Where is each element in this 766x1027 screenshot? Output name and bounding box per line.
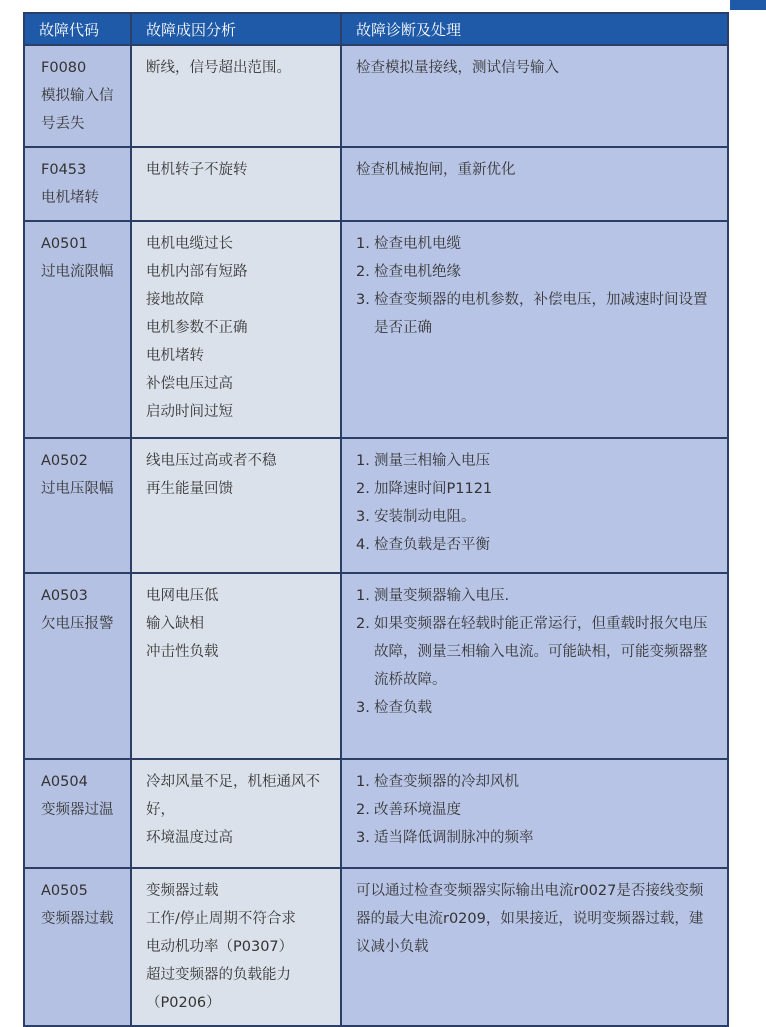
cause-line: 接地故障 bbox=[146, 292, 204, 308]
diagnosis-item bbox=[356, 286, 713, 342]
diagnosis-item bbox=[356, 582, 713, 610]
diagnosis-cell bbox=[341, 868, 728, 1026]
table-row bbox=[24, 868, 728, 1026]
fault-code-line: 过电流限幅 bbox=[41, 264, 114, 280]
cause-line: 冷却风量不足，机柜通风不好， bbox=[146, 774, 320, 818]
diagnosis-cell bbox=[341, 147, 728, 221]
fault-code-line: 模拟输入信 bbox=[41, 88, 114, 104]
table-header-row bbox=[24, 13, 728, 45]
diagnosis-item bbox=[356, 54, 713, 82]
cause-line: 冲击性负载 bbox=[146, 644, 219, 660]
cause-line: 电动机功率（P0307） bbox=[146, 939, 294, 955]
fault-code-line: A0501 bbox=[41, 236, 88, 252]
cause-line: 输入缺相 bbox=[146, 616, 204, 632]
cause-line: 电机电缆过长 bbox=[146, 236, 233, 252]
diagnosis-item bbox=[356, 258, 713, 286]
table-row bbox=[24, 147, 728, 221]
item-number: 3. bbox=[356, 830, 370, 846]
item-text: 检查负载 bbox=[374, 700, 432, 716]
fault-code-cell bbox=[24, 868, 131, 1026]
diagnosis-item bbox=[356, 877, 713, 961]
item-text: 可以通过检查变频器实际输出电流r0027是否接线变频器的最大电流r0209，如果接近，说明变频器过载，建议减小负载 bbox=[356, 883, 704, 955]
fault-code-cell bbox=[24, 759, 131, 868]
fault-code-line: A0502 bbox=[41, 453, 88, 469]
cause-line: 电机内部有短路 bbox=[146, 264, 248, 280]
cause-cell bbox=[131, 438, 341, 573]
cause-line: 变频器过载 bbox=[146, 883, 219, 899]
fault-code-cell bbox=[24, 573, 131, 759]
header-code: 故障代码 bbox=[24, 13, 131, 45]
diagnosis-item bbox=[356, 503, 713, 531]
item-number: 3. bbox=[356, 509, 370, 525]
item-number: 1. bbox=[356, 774, 370, 790]
cause-line: 工作/停止周期不符合求 bbox=[146, 911, 296, 927]
cause-line: 超过变频器的负载能力（P0206） bbox=[146, 967, 291, 1011]
item-number: 2. bbox=[356, 616, 370, 632]
table-row bbox=[24, 221, 728, 438]
fault-code-line: 变频器过载 bbox=[41, 911, 114, 927]
fault-code-line: 欠电压报警 bbox=[41, 616, 114, 632]
cause-line: 电机参数不正确 bbox=[146, 320, 248, 336]
cause-line: 电机转子不旋转 bbox=[146, 162, 248, 178]
item-number: 2. bbox=[356, 264, 370, 280]
cause-line: 启动时间过短 bbox=[146, 404, 233, 420]
item-text: 测量变频器输入电压. bbox=[374, 588, 510, 604]
diagnosis-item bbox=[356, 796, 713, 824]
item-number: 2. bbox=[356, 802, 370, 818]
fault-code-table bbox=[23, 12, 729, 1027]
fault-code-line: A0505 bbox=[41, 883, 88, 899]
diagnosis-cell bbox=[341, 45, 728, 147]
fault-code-line: 电机堵转 bbox=[41, 190, 99, 206]
fault-code-line: 号丢失 bbox=[41, 116, 85, 132]
cause-line: 断线，信号超出范围。 bbox=[146, 60, 291, 76]
item-number: 1. bbox=[356, 588, 370, 604]
item-text: 检查电机绝缘 bbox=[374, 264, 461, 280]
item-number: 3. bbox=[356, 700, 370, 716]
cause-cell bbox=[131, 868, 341, 1026]
fault-code-line: A0503 bbox=[41, 588, 88, 604]
item-text: 检查负载是否平衡 bbox=[374, 537, 490, 553]
item-text: 检查电机电缆 bbox=[374, 236, 461, 252]
cause-line: 环境温度过高 bbox=[146, 830, 233, 846]
item-text: 检查变频器的电机参数，补偿电压，加减速时间设置是否正确 bbox=[374, 292, 708, 336]
diagnosis-item bbox=[356, 475, 713, 503]
diagnosis-item bbox=[356, 447, 713, 475]
diagnosis-item bbox=[356, 694, 713, 722]
item-text: 适当降低调制脉冲的频率 bbox=[374, 830, 534, 846]
fault-code-line: A0504 bbox=[41, 774, 88, 790]
diagnosis-item bbox=[356, 230, 713, 258]
item-text: 加降速时间P1121 bbox=[374, 481, 493, 497]
fault-code-line: F0080 bbox=[41, 60, 87, 76]
cause-cell bbox=[131, 221, 341, 438]
item-number: 4. bbox=[356, 537, 370, 553]
diagnosis-item bbox=[356, 768, 713, 796]
item-text: 检查变频器的冷却风机 bbox=[374, 774, 519, 790]
fault-code-line: 过电压限幅 bbox=[41, 481, 114, 497]
diagnosis-cell bbox=[341, 221, 728, 438]
cause-cell bbox=[131, 759, 341, 868]
item-text: 改善环境温度 bbox=[374, 802, 461, 818]
item-text: 如果变频器在轻载时能正常运行，但重载时报欠电压故障，测量三相输入电流。可能缺相，可能变频器整流桥故障。 bbox=[374, 616, 708, 688]
diagnosis-cell bbox=[341, 573, 728, 759]
item-text: 安装制动电阻。 bbox=[374, 509, 476, 525]
cause-line: 电网电压低 bbox=[146, 588, 219, 604]
item-number: 1. bbox=[356, 453, 370, 469]
item-number: 1. bbox=[356, 236, 370, 252]
table-row bbox=[24, 45, 728, 147]
table-row bbox=[24, 759, 728, 868]
header-diagnosis: 故障诊断及处理 bbox=[341, 13, 728, 45]
diagnosis-cell bbox=[341, 438, 728, 573]
item-number: 3. bbox=[356, 292, 370, 308]
item-text: 测量三相输入电压 bbox=[374, 453, 490, 469]
diagnosis-item bbox=[356, 531, 713, 559]
fault-code-cell bbox=[24, 45, 131, 147]
fault-code-cell bbox=[24, 147, 131, 221]
cause-cell bbox=[131, 45, 341, 147]
cause-line: 电机堵转 bbox=[146, 348, 204, 364]
item-number: 2. bbox=[356, 481, 370, 497]
cause-line: 再生能量回馈 bbox=[146, 481, 233, 497]
corner-accent-bar bbox=[730, 0, 766, 10]
diagnosis-item bbox=[356, 824, 713, 852]
fault-code-line: 变频器过温 bbox=[41, 802, 114, 818]
diagnosis-cell bbox=[341, 759, 728, 868]
cause-cell bbox=[131, 573, 341, 759]
item-text: 检查机械抱闸，重新优化 bbox=[356, 162, 516, 178]
diagnosis-item bbox=[356, 610, 713, 694]
fault-code-cell bbox=[24, 438, 131, 573]
fault-code-line: F0453 bbox=[41, 162, 87, 178]
fault-code-cell bbox=[24, 221, 131, 438]
cause-line: 线电压过高或者不稳 bbox=[146, 453, 277, 469]
diagnosis-item bbox=[356, 156, 713, 184]
header-cause: 故障成因分析 bbox=[131, 13, 341, 45]
table-row bbox=[24, 573, 728, 759]
cause-line: 补偿电压过高 bbox=[146, 376, 233, 392]
cause-cell bbox=[131, 147, 341, 221]
table-row bbox=[24, 438, 728, 573]
item-text: 检查模拟量接线，测试信号输入 bbox=[356, 60, 559, 76]
